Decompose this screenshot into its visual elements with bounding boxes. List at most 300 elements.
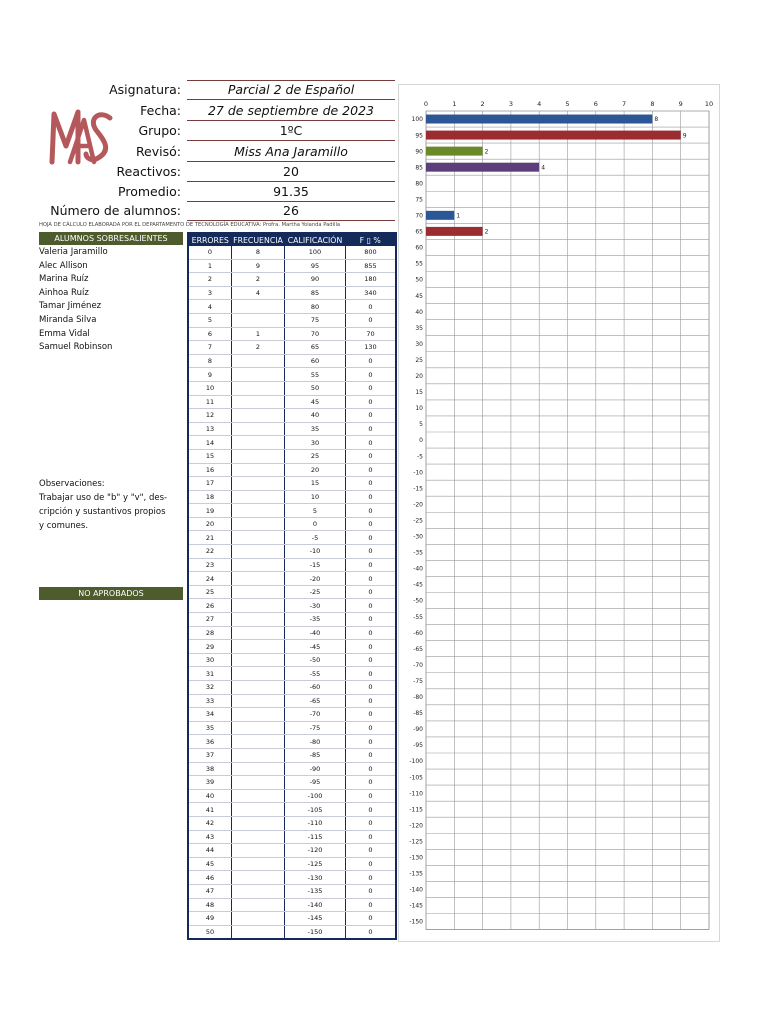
calificacion-cell: 70	[285, 327, 346, 341]
frecuencia-cell	[232, 912, 285, 926]
category-label: -145	[409, 902, 423, 910]
observaciones-text	[39, 491, 179, 533]
category-label: 35	[415, 324, 423, 332]
fx-percent-cell: 0	[346, 721, 397, 735]
category-label: 60	[415, 244, 423, 252]
calificacion-cell: 40	[285, 409, 346, 423]
calificacion-cell: -50	[285, 653, 346, 667]
fx-percent-cell: 0	[346, 708, 397, 722]
frecuencia-cell	[232, 504, 285, 518]
table-row	[188, 572, 396, 586]
errores-cell: 40	[188, 789, 232, 803]
fx-percent-cell: 0	[346, 354, 397, 368]
calificacion-cell: -135	[285, 884, 346, 898]
table-row	[188, 803, 396, 817]
fx-percent-cell: 0	[346, 776, 397, 790]
fx-percent-cell: 0	[346, 300, 397, 314]
calificacion-cell: 15	[285, 477, 346, 491]
table-row	[188, 898, 396, 912]
frecuencia-cell	[232, 626, 285, 640]
fx-percent-cell: 0	[346, 871, 397, 885]
frecuencia-cell	[232, 436, 285, 450]
category-label: -15	[413, 485, 423, 493]
fx-percent-cell: 0	[346, 748, 397, 762]
fx-percent-cell: 800	[346, 246, 397, 259]
fx-percent-cell: 0	[346, 653, 397, 667]
calificacion-cell: -150	[285, 925, 346, 939]
observaciones-line: y comunes.	[39, 521, 89, 531]
student-name: Valeria Jaramillo	[39, 247, 108, 257]
calificacion-cell: -100	[285, 789, 346, 803]
errores-cell: 33	[188, 694, 232, 708]
sobresalientes-title: ALUMNOS SOBRESALIENTES	[39, 232, 183, 245]
category-label: -135	[409, 870, 423, 878]
fx-percent-cell: 0	[346, 395, 397, 409]
reactivos-label: Reactivos:	[116, 164, 181, 179]
category-label: 95	[415, 132, 423, 140]
category-label: -5	[417, 453, 423, 461]
table-row	[188, 463, 396, 477]
promedio-label: Promedio:	[118, 184, 181, 199]
calificacion-cell: -30	[285, 599, 346, 613]
table-row	[188, 490, 396, 504]
calificacion-cell: 10	[285, 490, 346, 504]
category-label: -120	[409, 822, 423, 830]
category-label: -20	[413, 501, 423, 509]
table-row	[188, 830, 396, 844]
fx-percent-cell: 0	[346, 667, 397, 681]
calificacion-cell: -60	[285, 681, 346, 695]
bar	[426, 227, 483, 236]
col-calificacion: CALIFICACIÓN	[285, 233, 346, 246]
table-row	[188, 735, 396, 749]
frecuencia-cell	[232, 531, 285, 545]
errores-cell: 34	[188, 708, 232, 722]
errores-cell: 20	[188, 517, 232, 531]
grupo-value: 1ºC	[187, 121, 395, 141]
errores-cell: 26	[188, 599, 232, 613]
fx-percent-cell: 0	[346, 816, 397, 830]
fx-percent-cell: 855	[346, 259, 397, 273]
fx-percent-cell: 0	[346, 477, 397, 491]
errores-cell: 46	[188, 871, 232, 885]
errores-cell: 9	[188, 368, 232, 382]
bar-data-label: 9	[682, 132, 687, 140]
errores-cell: 27	[188, 613, 232, 627]
calificacion-cell: -85	[285, 748, 346, 762]
frecuencia-cell: 1	[232, 327, 285, 341]
errores-cell: 22	[188, 545, 232, 559]
table-row	[188, 844, 396, 858]
errores-cell: 32	[188, 681, 232, 695]
frecuencia-cell	[232, 558, 285, 572]
table-row	[188, 816, 396, 830]
fx-percent-cell: 70	[346, 327, 397, 341]
frecuencia-cell	[232, 300, 285, 314]
observaciones-title: Observaciones:	[39, 479, 105, 489]
frecuencia-cell: 2	[232, 273, 285, 287]
asignatura-value: Parcial 2 de Español	[187, 80, 395, 100]
no-aprobados-title: NO APROBADOS	[39, 587, 183, 600]
frecuencia-cell	[232, 381, 285, 395]
category-label: 100	[411, 116, 423, 124]
table-row	[188, 436, 396, 450]
calificacion-cell: 5	[285, 504, 346, 518]
calificacion-cell: -145	[285, 912, 346, 926]
fecha-value: 27 de septiembre de 2023	[187, 101, 395, 121]
frecuencia-cell	[232, 667, 285, 681]
table-row	[188, 857, 396, 871]
frecuencia-cell	[232, 681, 285, 695]
table-row	[188, 789, 396, 803]
x-tick-label: 9	[678, 100, 683, 108]
frequency-bar-chart	[398, 84, 718, 940]
errores-cell: 1	[188, 259, 232, 273]
errores-cell: 17	[188, 477, 232, 491]
category-label: 70	[415, 212, 423, 220]
category-label: -100	[409, 758, 423, 766]
table-row	[188, 871, 396, 885]
calificacion-cell: -140	[285, 898, 346, 912]
table-row	[188, 381, 396, 395]
calificacion-cell: -15	[285, 558, 346, 572]
table-row	[188, 558, 396, 572]
frecuencia-cell	[232, 477, 285, 491]
student-name: Samuel Robinson	[39, 342, 113, 353]
table-row	[188, 259, 396, 273]
errores-cell: 28	[188, 626, 232, 640]
category-label: 80	[415, 180, 423, 188]
category-label: -65	[413, 645, 423, 653]
fx-percent-cell: 0	[346, 857, 397, 871]
table-row	[188, 912, 396, 926]
category-label: 55	[415, 260, 423, 268]
frecuencia-cell	[232, 694, 285, 708]
table-row	[188, 504, 396, 518]
errores-cell: 11	[188, 395, 232, 409]
fx-percent-cell: 0	[346, 830, 397, 844]
fx-percent-cell: 0	[346, 884, 397, 898]
category-label: -60	[413, 629, 423, 637]
category-label: -55	[413, 613, 423, 621]
table-row	[188, 354, 396, 368]
calificacion-cell: -40	[285, 626, 346, 640]
calificacion-cell: 20	[285, 463, 346, 477]
student-name: Tamar Jiménez	[39, 301, 102, 312]
fx-percent-cell: 0	[346, 613, 397, 627]
category-label: -105	[409, 774, 423, 782]
errores-cell: 4	[188, 300, 232, 314]
frecuencia-cell	[232, 585, 285, 599]
frecuencia-cell: 2	[232, 341, 285, 355]
table-row	[188, 721, 396, 735]
bar-data-label: 2	[484, 228, 489, 236]
calificacion-cell: 80	[285, 300, 346, 314]
fx-percent-cell: 0	[346, 313, 397, 327]
fx-percent-cell: 0	[346, 545, 397, 559]
category-label: -140	[409, 886, 423, 894]
table-row	[188, 762, 396, 776]
category-label: -75	[413, 677, 423, 685]
student-name: Marina Ruíz	[39, 274, 89, 285]
table-row	[188, 368, 396, 382]
reviso-value: Miss Ana Jaramillo	[187, 142, 395, 162]
errores-cell: 37	[188, 748, 232, 762]
category-label: -30	[413, 533, 423, 541]
frecuencia-cell	[232, 816, 285, 830]
frecuencia-cell: 9	[232, 259, 285, 273]
category-label: -125	[409, 838, 423, 846]
calificacion-cell: -20	[285, 572, 346, 586]
frecuencia-cell	[232, 640, 285, 654]
calificacion-cell: 65	[285, 341, 346, 355]
credit-note: HOJA DE CÁLCULO ELABORADA POR EL DEPARTAMENTO DE TECNOLOGÍA EDUCATIVA: Profra. Martha Yolanda Padilla	[39, 222, 341, 228]
table-row	[188, 585, 396, 599]
fx-percent-cell: 0	[346, 558, 397, 572]
table-row	[188, 327, 396, 341]
frecuencia-cell: 8	[232, 246, 285, 259]
category-label: -80	[413, 694, 423, 702]
x-tick-label: 2	[480, 100, 485, 108]
table-row	[188, 626, 396, 640]
frecuencia-cell	[232, 354, 285, 368]
fx-percent-cell: 0	[346, 898, 397, 912]
calificacion-cell: 85	[285, 286, 346, 300]
frecuencia-cell	[232, 898, 285, 912]
table-row	[188, 477, 396, 491]
errores-cell: 47	[188, 884, 232, 898]
frecuencia-cell	[232, 463, 285, 477]
table-row	[188, 313, 396, 327]
frecuencia-cell	[232, 490, 285, 504]
table-row	[188, 395, 396, 409]
fx-percent-cell: 0	[346, 599, 397, 613]
category-label: -40	[413, 565, 423, 573]
calificacion-cell: 90	[285, 273, 346, 287]
errores-cell: 42	[188, 816, 232, 830]
x-tick-label: 8	[650, 100, 655, 108]
bar	[426, 115, 652, 124]
table-row	[188, 667, 396, 681]
frecuencia-cell: 4	[232, 286, 285, 300]
errores-cell: 0	[188, 246, 232, 259]
category-label: 40	[415, 308, 423, 316]
category-label: -115	[409, 806, 423, 814]
errores-cell: 29	[188, 640, 232, 654]
errores-cell: 35	[188, 721, 232, 735]
category-label: -25	[413, 517, 423, 525]
table-row	[188, 545, 396, 559]
frequency-table	[187, 232, 397, 940]
fx-percent-cell: 0	[346, 368, 397, 382]
calificacion-cell: 30	[285, 436, 346, 450]
table-row	[188, 640, 396, 654]
errores-cell: 8	[188, 354, 232, 368]
category-label: -95	[413, 742, 423, 750]
frecuencia-cell	[232, 572, 285, 586]
calificacion-cell: -125	[285, 857, 346, 871]
reactivos-value: 20	[187, 162, 395, 182]
table-row	[188, 925, 396, 939]
category-label: 5	[419, 421, 423, 429]
table-row	[188, 300, 396, 314]
errores-cell: 2	[188, 273, 232, 287]
student-name: Ainhoa Ruíz	[39, 287, 89, 298]
table-row	[188, 422, 396, 436]
fx-percent-cell: 180	[346, 273, 397, 287]
alumnos-value: 26	[187, 201, 395, 221]
frecuencia-cell	[232, 748, 285, 762]
errores-cell: 30	[188, 653, 232, 667]
errores-cell: 13	[188, 422, 232, 436]
category-label: 50	[415, 276, 423, 284]
grupo-label: Grupo:	[138, 123, 181, 138]
frecuencia-cell	[232, 762, 285, 776]
calificacion-cell: 35	[285, 422, 346, 436]
table-row	[188, 246, 396, 259]
fx-percent-cell: 0	[346, 640, 397, 654]
errores-cell: 38	[188, 762, 232, 776]
observaciones-line: cripción y sustantivos propios	[39, 507, 166, 517]
fx-percent-cell: 0	[346, 803, 397, 817]
table-row	[188, 531, 396, 545]
errores-cell: 45	[188, 857, 232, 871]
errores-cell: 7	[188, 341, 232, 355]
calificacion-cell: 55	[285, 368, 346, 382]
table-row	[188, 341, 396, 355]
bar-data-label: 1	[456, 212, 461, 220]
table-row	[188, 776, 396, 790]
errores-cell: 43	[188, 830, 232, 844]
frecuencia-cell	[232, 721, 285, 735]
errores-cell: 23	[188, 558, 232, 572]
bar	[426, 131, 681, 140]
fx-percent-cell: 0	[346, 504, 397, 518]
errores-cell: 21	[188, 531, 232, 545]
frecuencia-cell	[232, 395, 285, 409]
fx-percent-cell: 0	[346, 490, 397, 504]
category-label: -50	[413, 597, 423, 605]
errores-cell: 50	[188, 925, 232, 939]
x-tick-label: 5	[565, 100, 570, 108]
student-name: Emma Vidal	[39, 328, 90, 339]
calificacion-cell: 60	[285, 354, 346, 368]
errores-cell: 18	[188, 490, 232, 504]
frecuencia-cell	[232, 844, 285, 858]
frecuencia-cell	[232, 517, 285, 531]
errores-cell: 14	[188, 436, 232, 450]
x-tick-label: 6	[593, 100, 598, 108]
fx-percent-cell: 0	[346, 912, 397, 926]
bar	[426, 211, 454, 220]
calificacion-cell: -90	[285, 762, 346, 776]
category-label: -35	[413, 549, 423, 557]
category-label: -90	[413, 726, 423, 734]
x-tick-label: 3	[508, 100, 513, 108]
x-tick-label: 10	[704, 100, 714, 108]
frecuencia-cell	[232, 368, 285, 382]
x-tick-label: 0	[423, 100, 429, 108]
frecuencia-cell	[232, 803, 285, 817]
fx-percent-cell: 0	[346, 572, 397, 586]
fx-percent-cell: 0	[346, 409, 397, 423]
errores-cell: 48	[188, 898, 232, 912]
x-tick-label: 1	[452, 100, 457, 108]
bar	[426, 163, 539, 172]
frecuencia-cell	[232, 789, 285, 803]
calificacion-cell: 25	[285, 449, 346, 463]
fx-percent-cell: 0	[346, 626, 397, 640]
fx-percent-cell: 0	[346, 762, 397, 776]
category-label: -10	[413, 469, 423, 477]
calificacion-cell: -120	[285, 844, 346, 858]
errores-cell: 39	[188, 776, 232, 790]
frecuencia-cell	[232, 871, 285, 885]
table-row	[188, 653, 396, 667]
fx-percent-cell: 0	[346, 694, 397, 708]
calificacion-cell: -130	[285, 871, 346, 885]
fx-percent-cell: 0	[346, 381, 397, 395]
col-frecuencia: FRECUENCIA	[232, 233, 285, 246]
category-label: 15	[415, 389, 423, 397]
category-label: 90	[415, 148, 423, 156]
category-label: 10	[415, 405, 423, 413]
frecuencia-cell	[232, 830, 285, 844]
calificacion-cell: -65	[285, 694, 346, 708]
fx-percent-cell: 130	[346, 341, 397, 355]
calificacion-cell: -10	[285, 545, 346, 559]
errores-cell: 5	[188, 313, 232, 327]
col-fx-percent: F ▯ %	[346, 233, 397, 246]
table-header-row	[188, 233, 396, 246]
errores-cell: 15	[188, 449, 232, 463]
table-row	[188, 884, 396, 898]
frecuencia-cell	[232, 708, 285, 722]
category-label: -130	[409, 854, 423, 862]
calificacion-cell: 95	[285, 259, 346, 273]
frecuencia-cell	[232, 409, 285, 423]
errores-cell: 24	[188, 572, 232, 586]
calificacion-cell: -115	[285, 830, 346, 844]
calificacion-cell: -70	[285, 708, 346, 722]
fecha-label: Fecha:	[140, 103, 181, 118]
category-label: 20	[415, 373, 423, 381]
errores-cell: 12	[188, 409, 232, 423]
errores-cell: 10	[188, 381, 232, 395]
observaciones-line: Trabajar uso de "b" y "v", des-	[39, 493, 168, 503]
bar-data-label: 4	[541, 164, 546, 172]
errores-cell: 19	[188, 504, 232, 518]
col-errores: ERRORES	[188, 233, 232, 246]
fx-percent-cell: 0	[346, 436, 397, 450]
frecuencia-cell	[232, 653, 285, 667]
alumnos-label: Número de alumnos:	[50, 203, 181, 218]
calificacion-cell: -95	[285, 776, 346, 790]
table-row	[188, 409, 396, 423]
table-row	[188, 517, 396, 531]
frecuencia-cell	[232, 613, 285, 627]
fx-percent-cell: 0	[346, 844, 397, 858]
calificacion-cell: 75	[285, 313, 346, 327]
x-tick-label: 4	[537, 100, 542, 108]
fx-percent-cell: 0	[346, 925, 397, 939]
bar	[426, 147, 483, 156]
sobresalientes-list	[39, 246, 112, 355]
student-name: Miranda Silva	[39, 314, 97, 325]
table-row	[188, 694, 396, 708]
table-row	[188, 748, 396, 762]
fx-percent-cell: 340	[346, 286, 397, 300]
